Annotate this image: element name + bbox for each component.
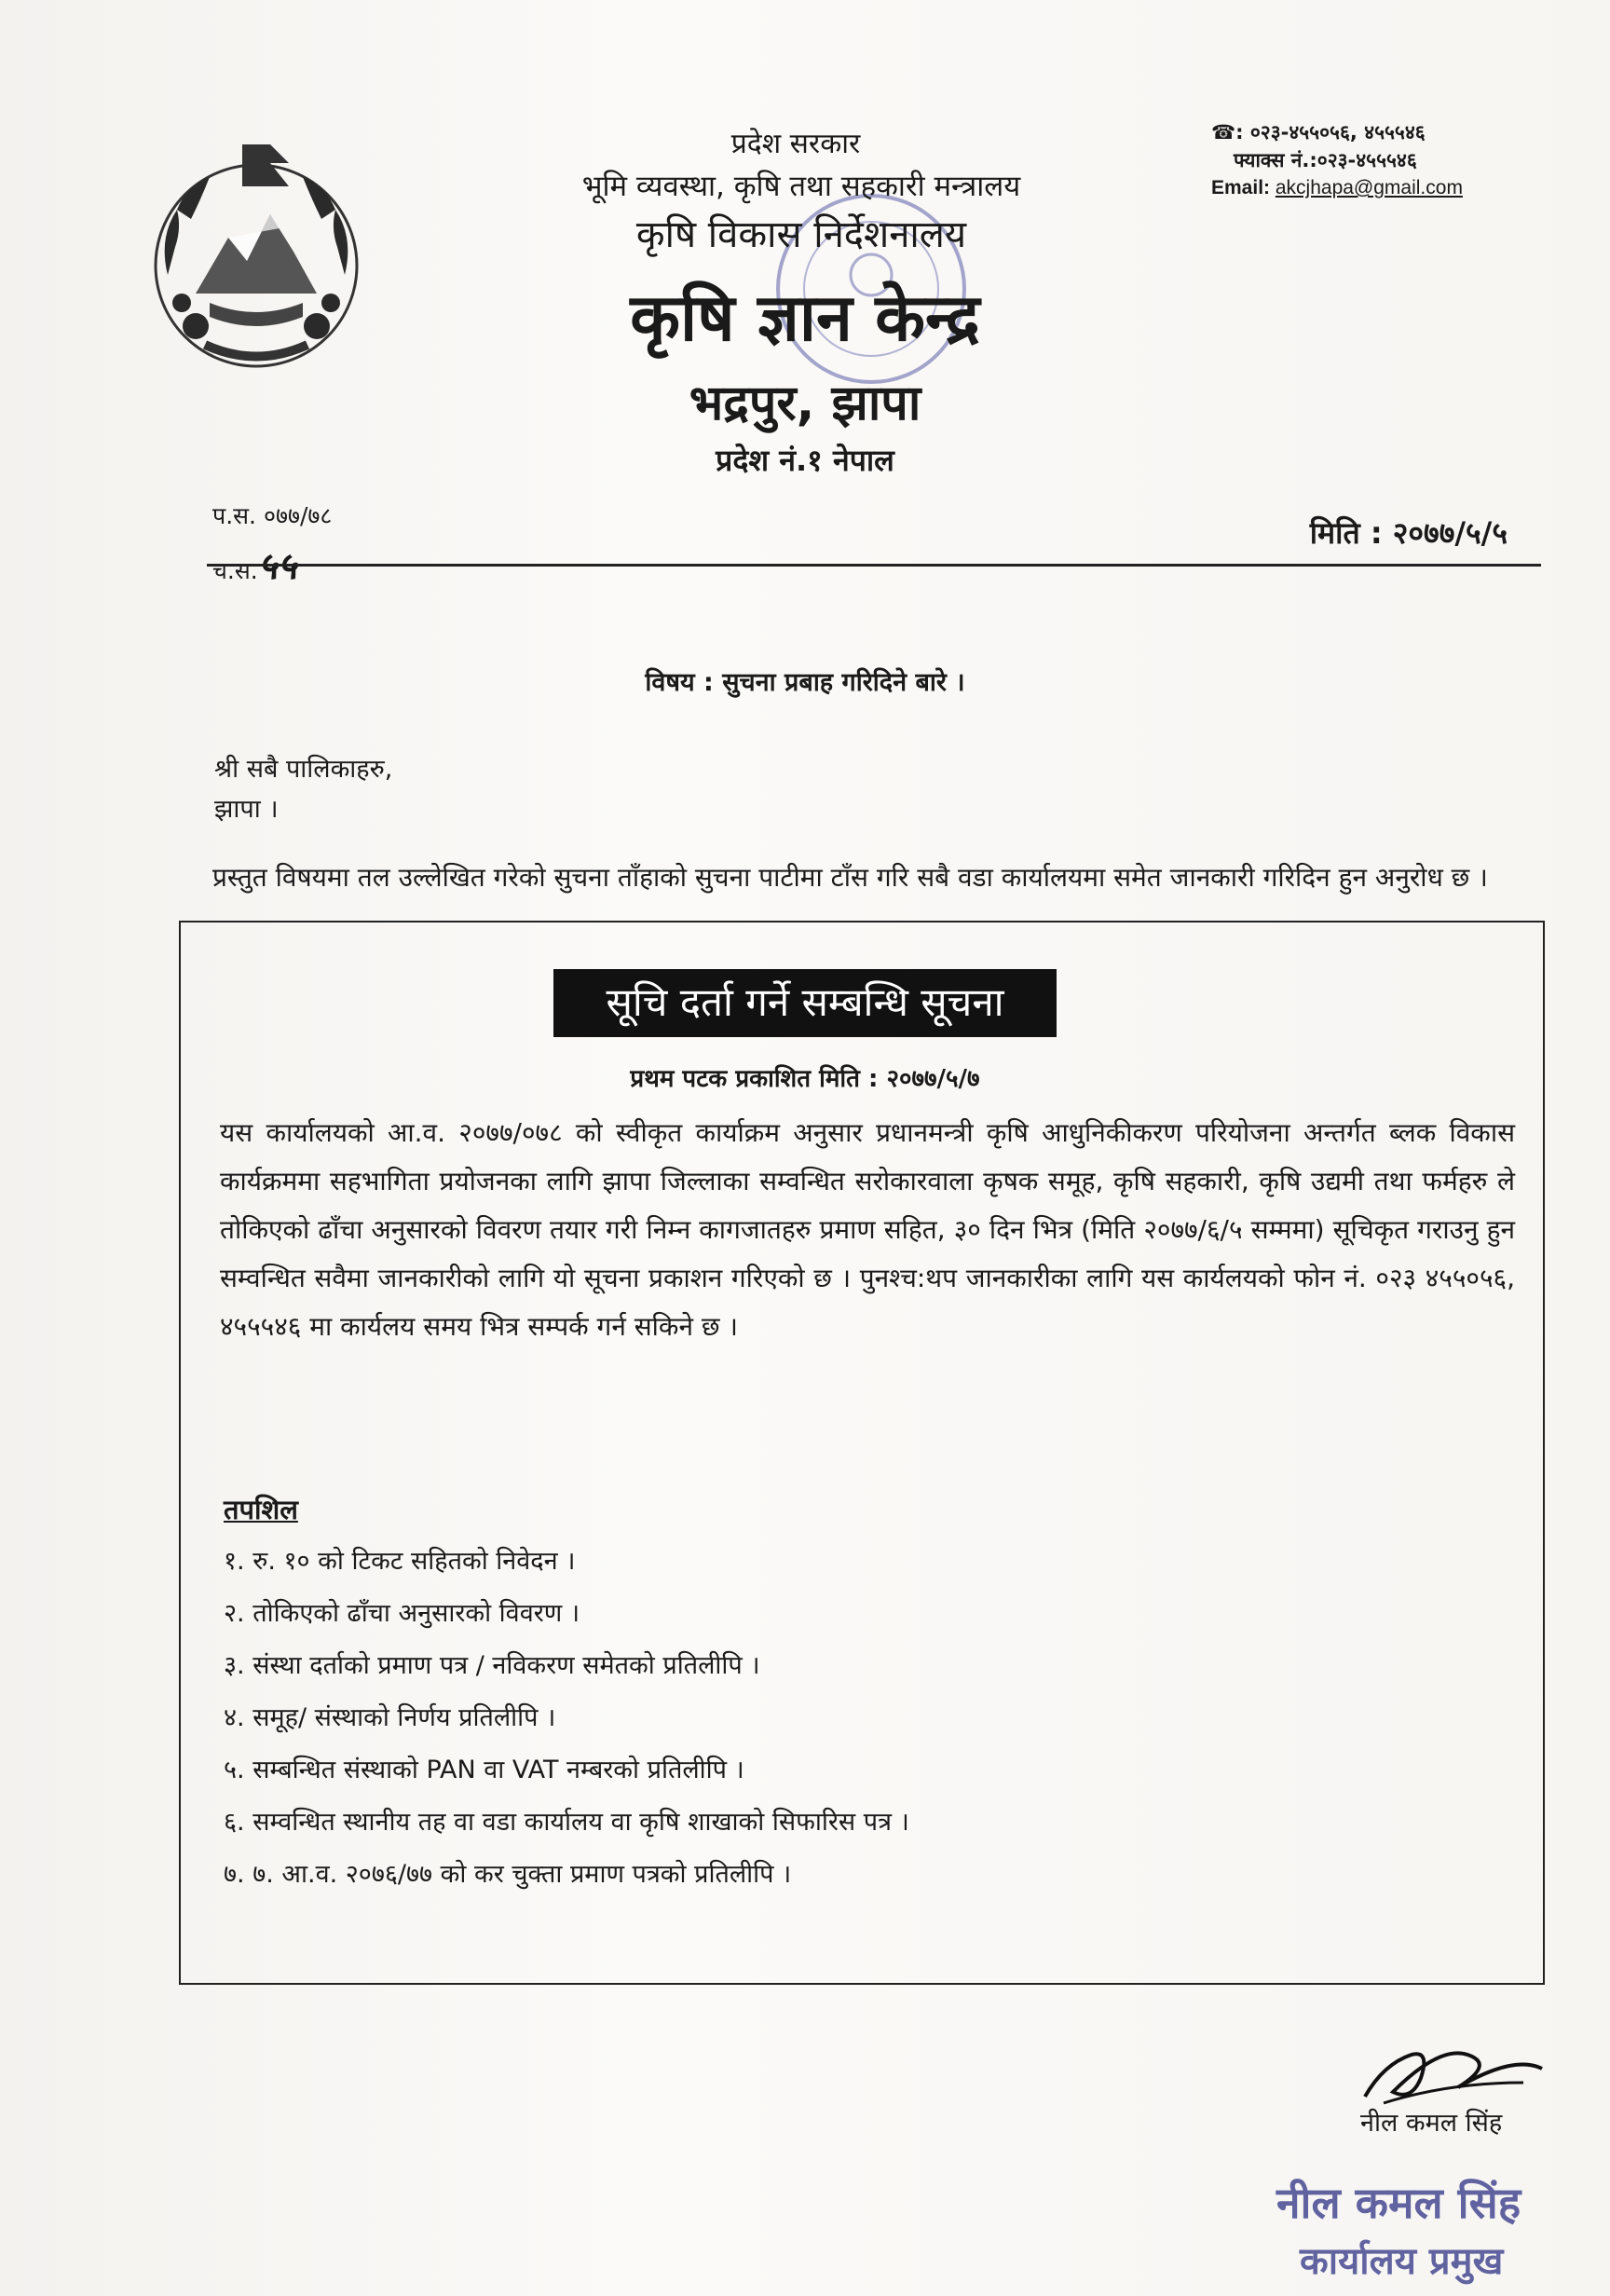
- email-row: [1211, 174, 1547, 202]
- annex-title: तपशिल: [224, 1494, 298, 1525]
- contact-block: [1211, 118, 1547, 202]
- list-item: ५. सम्बन्धित संस्थाको PAN वा VAT नम्बरको प्रतिलीपि ।: [224, 1756, 744, 1784]
- list-item: ४. समूह/ संस्थाको निर्णय प्रतिलीपि ।: [224, 1703, 556, 1732]
- name-stamp: [1267, 2162, 1584, 2292]
- header-divider: [207, 564, 1541, 567]
- header-province-govt: प्रदेश सरकार: [730, 128, 861, 160]
- fax-number: फ्याक्स नं.:०२३-४५५५४६: [1234, 149, 1417, 171]
- cs-value: ५५: [257, 545, 297, 588]
- intro-paragraph: प्रस्तुत विषयमा तल उल्लेखित गरेको सुचना ताँहाको सुचना पाटीमा टाँस गरि सबै वडा कार्यालयमा समेत जानकारी गरिदिन हुन अनुरोध छ ।: [212, 862, 1488, 893]
- notice-title: सूचि दर्ता गर्ने सम्बन्धि सूचना: [553, 969, 1057, 1037]
- header-ministry: भूमि व्यवस्था, कृषि तथा सहकारी मन्त्रालय: [581, 170, 1021, 203]
- header-directorate: कृषि विकास निर्देशनालय: [635, 213, 967, 256]
- list-item: ३. संस्था दर्ताको प्रमाण पत्र / नविकरण समेतको प्रतिलीपि ।: [224, 1651, 760, 1680]
- list-item: २. तोकिएको ढाँचा अनुसारको विवरण ।: [224, 1599, 580, 1628]
- stamp-title: कार्यालय प्रमुख: [1300, 2240, 1504, 2283]
- notice-published-date: प्रथम पटक प्रकाशित मिति : २०७७/५/७: [630, 1065, 980, 1093]
- addressee-line1: श्री सबै पालिकाहरु,: [214, 755, 393, 784]
- letter-subject: विषय : सुचना प्रबाह गरिदिने बारे ।: [645, 668, 965, 697]
- letter-date: मिति : २०७७/५/५: [1309, 515, 1508, 551]
- phone-number: ☎: ०२३-४५५०५६, ४५५५४६: [1211, 121, 1426, 144]
- addressee-line2: झापा ।: [214, 795, 279, 824]
- cs-label: च.स.: [212, 557, 258, 584]
- stamp-name: नील कमल सिंह: [1276, 2178, 1521, 2228]
- list-item: १. रु. १० को टिकट सहितको निवेदन ।: [224, 1547, 576, 1576]
- notice-body: यस कार्यालयको आ.व. २०७७/०७८ को स्वीकृत कार्याक्रम अनुसार प्रधानमन्त्री कृषि आधुनिकीकरण परियोजना अन्तर्गत ब्लक विकास कार्यक्रममा सहभागिता प्रयोजनका लागि झापा जिल्लाका सम्वन्धित सरोकारवाला कृषक समूह, कृषि सहकारी, कृषि उद्यमी तथा फर्महरु ले तोकिएको ढाँचा अनुसारको विवरण तयार गरी निम्न कागजातहरु प्रमाण सहित, ३० दिन भित्र (मिति २०७७/६/५ सम्ममा) सूचिकृत गराउनु हुन सम्वन्धित सवैमा जानकारीको लागि यो सूचना प्रकाशन गरिएको छ । पुनश्च:थप जानकारीका लागि यस कार्यलयको फोन नं. ०२३ ४५५०५६, ४५५५४६ मा कार्यलय समय भित्र सम्पर्क गर्न सकिने छ ।: [220, 1117, 1515, 1342]
- signatory-name: नील कमल सिंह: [1360, 2109, 1503, 2138]
- email-link[interactable]: akcjhapa@gmail.com: [1275, 177, 1463, 198]
- annex-list: [224, 1536, 1509, 1901]
- email-label: Email:: [1211, 177, 1271, 198]
- header-province: प्रदेश नं.१ नेपाल: [716, 443, 894, 478]
- header-location: भद्रपुर, झापा: [689, 376, 921, 431]
- list-item: ६. सम्वन्धित स्थानीय तह वा वडा कार्यालय वा कृषि शाखाको सिफारिस पत्र ।: [224, 1808, 909, 1837]
- list-item: ७. ७. आ.व. २०७६/७७ को कर चुक्ता प्रमाण पत्रको प्रतिलीपि ।: [224, 1860, 792, 1889]
- handwritten-signature-icon: [1356, 2027, 1551, 2111]
- letter-ps-number: प.स. ०७७/७८: [212, 502, 333, 529]
- header-office-name: कृषि ज्ञान केन्द्र: [630, 280, 980, 356]
